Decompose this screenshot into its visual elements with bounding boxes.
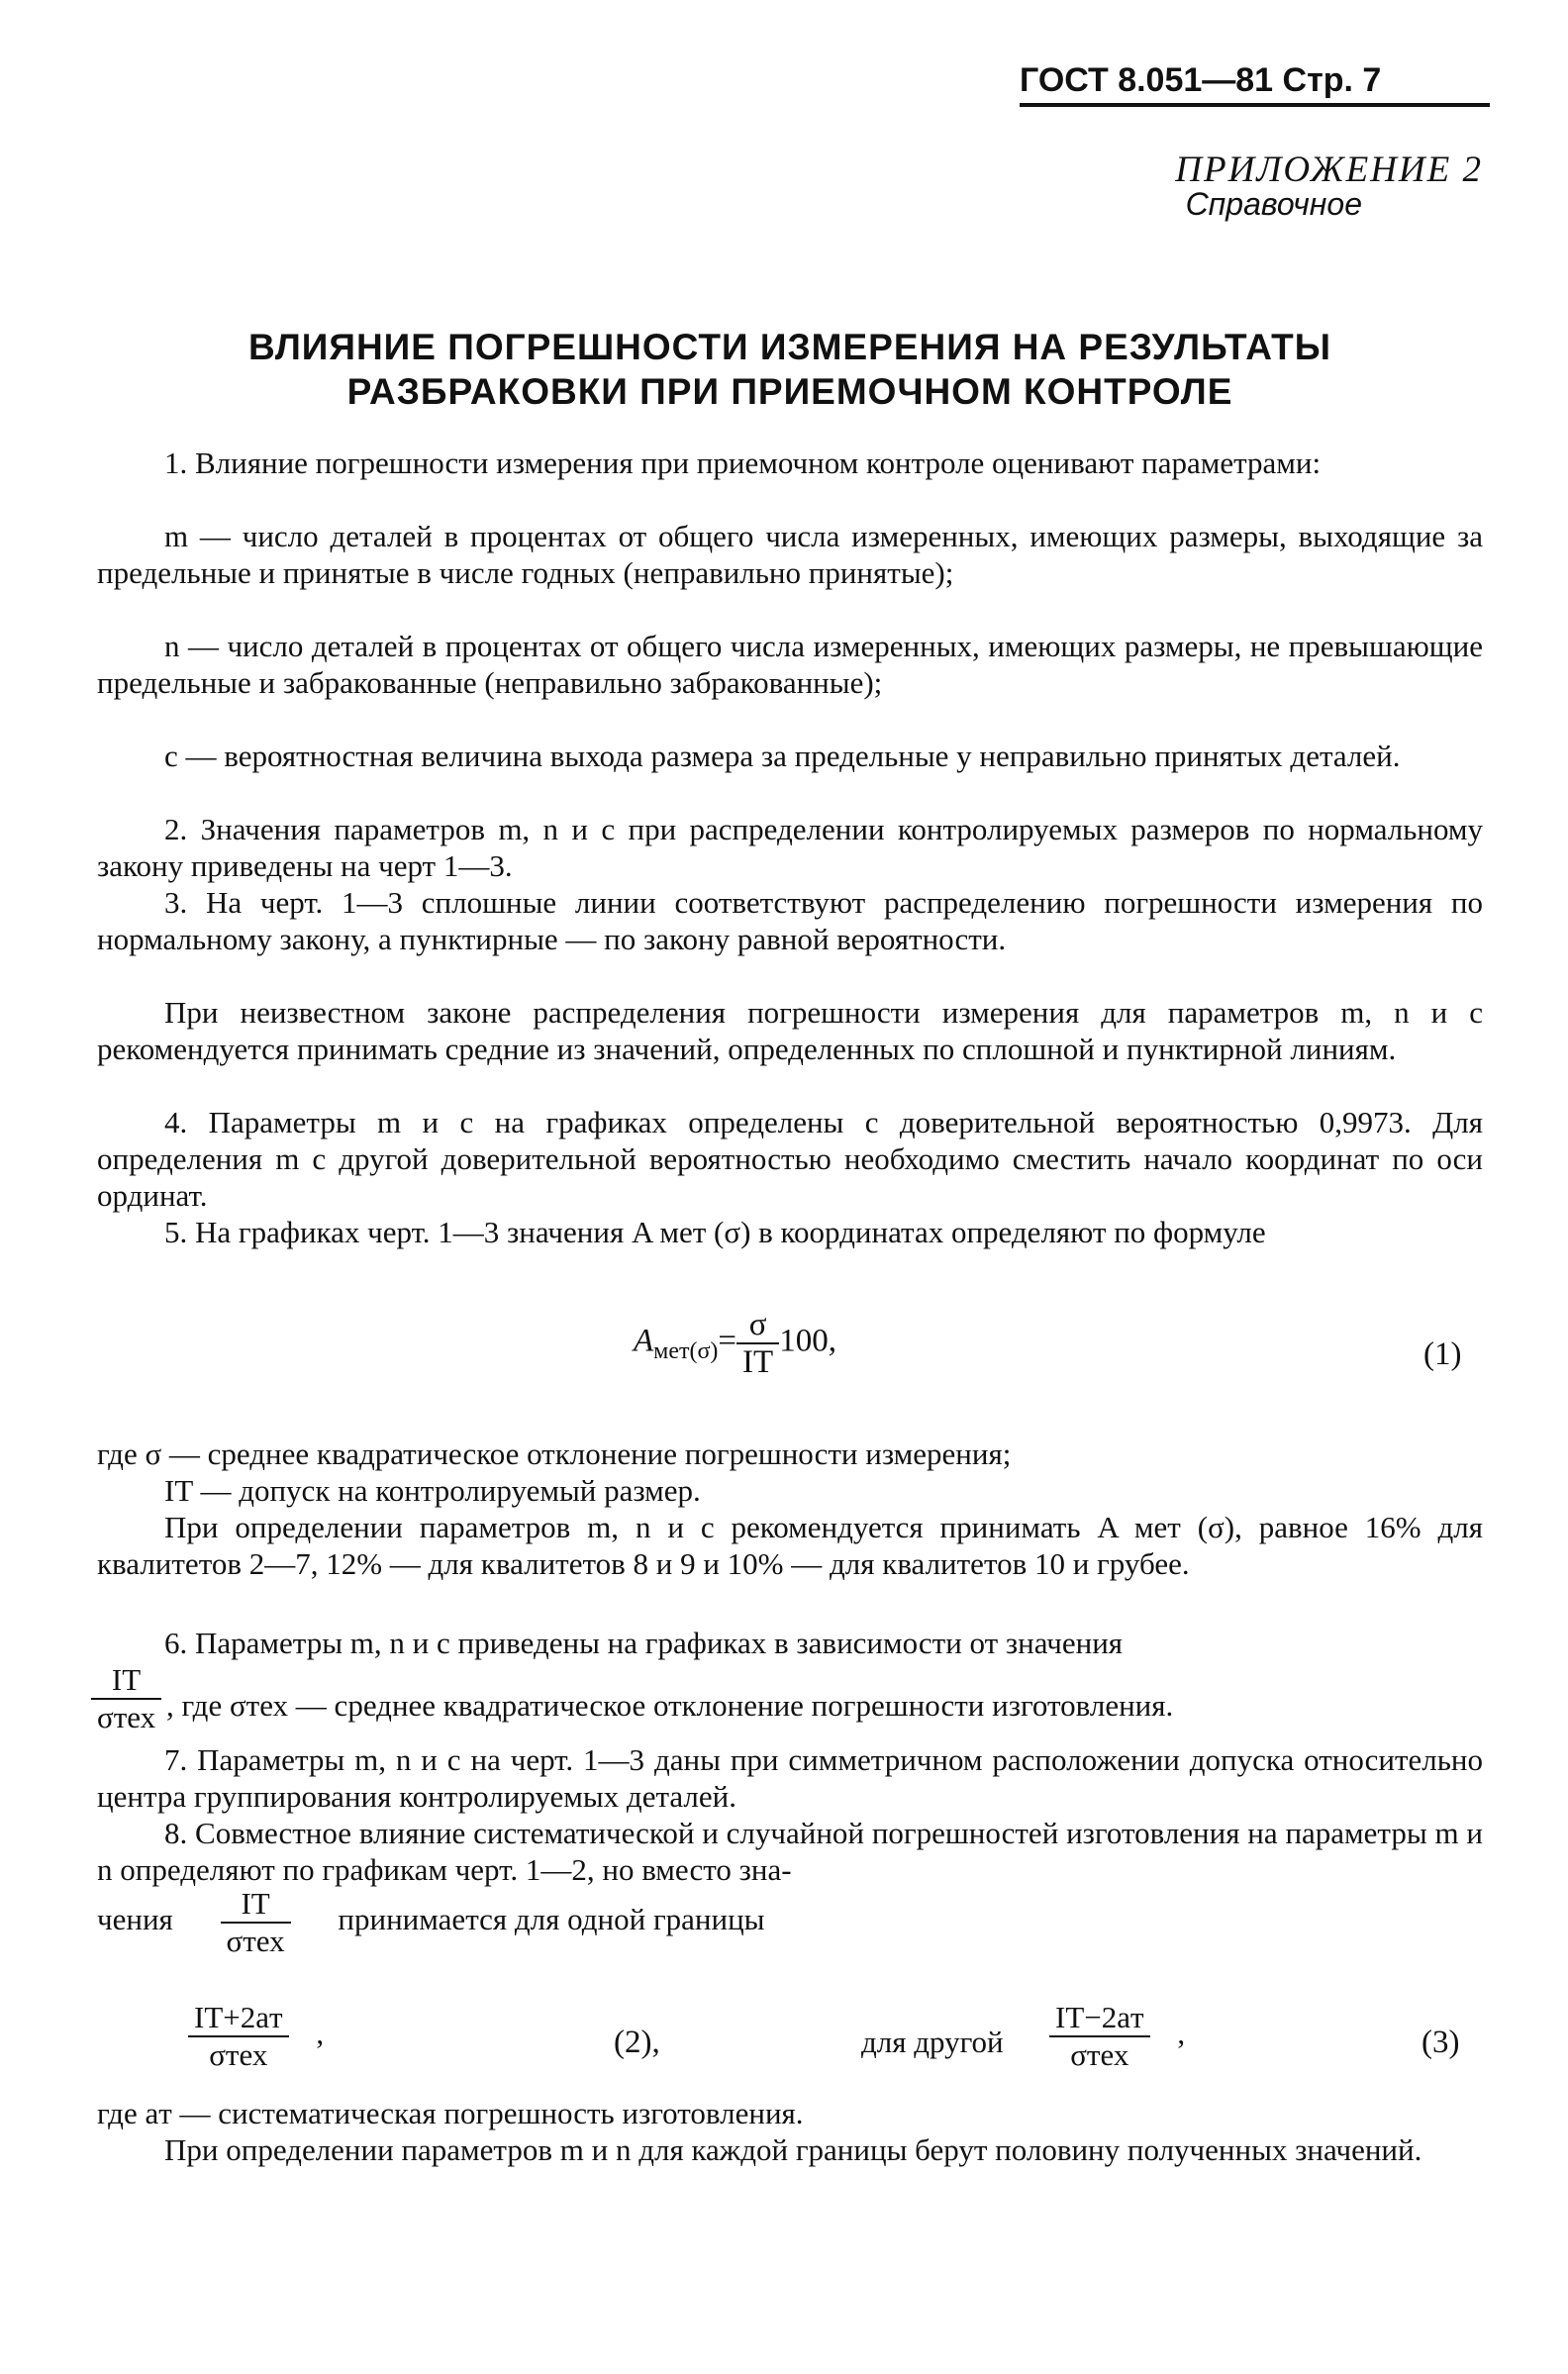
formula-3-fraction [1049,2000,1150,2073]
paragraph-8c: При определении параметров m и n для каждой границы берут половину полученных значений. [164,2132,1422,2167]
formula-1-lhs: A [634,1323,654,1359]
paragraph-5-where-1: где σ — среднее квадратическое отклонение погрешности измерения; [97,1436,1012,1471]
p8-pre: чения [97,1902,173,1937]
paragraph-1-n: n — число деталей в процентах от общего числа измеренных, имеющих размеры, не превышающие предельные и забракованные (неправильно забракованные); [97,629,1483,700]
paragraph-6: 6. Параметры m, n и c приведены на графиках в зависимости от значения [164,1626,1124,1660]
formula-2-fraction [188,2000,289,2073]
p8-fraction [221,1886,291,1959]
formula-3-den: σтех [1070,2037,1129,2072]
formula-1-eq: = [718,1323,737,1359]
p6-fraction [91,1662,161,1735]
paragraph-5-where-2: IT — допуск на контролируемый размер. [164,1473,701,1508]
formula-2-num: IT+2aт [188,2000,289,2037]
formula-1-num: σ [736,1307,779,1344]
paragraph-8-line3 [97,1886,765,1965]
appendix-subtitle: Справочное [1185,186,1362,222]
formula-2-den: σтех [209,2037,268,2072]
paragraph-6-tail: , где σтех — среднее квадратическое отклонение погрешности изготовления. [166,1688,1174,1723]
paragraph-8-where: где aт — систематическая погрешность изготовления. [97,2096,804,2130]
formula-1-den: IT [742,1344,774,1380]
p8-frac-den: σтех [226,1924,285,1958]
formula-3-prefix: для другой [861,2025,1004,2059]
formula-1-tail: 100, [779,1323,836,1359]
p8-frac-num: IT [221,1886,291,1924]
paragraph-5b: При определении параметров m, n и c рекомендуется принимать A мет (σ), равное 16% для квалитетов 2—7, 12% — для квалитетов 8 и 9 и 10% — для квалитетов 10 и грубее. [97,1510,1483,1581]
formula-3-comma: , [1177,2016,1186,2051]
p6-frac-den: σтех [97,1700,156,1734]
paragraph-4: 4. Параметры m и c на графиках определены с доверительной вероятностью 0,9973. Для определения m с другой доверительной вероятностью необходимо сместить начало координат по оси ординат. [97,1105,1483,1213]
formula-2 [188,2000,324,2073]
paragraph-1: 1. Влияние погрешности измерения при приемочном контроле оценивают параметрами: [164,445,1322,480]
section-title-line2: РАЗБРАКОВКИ ПРИ ПРИЕМОЧНОМ КОНТРОЛЕ [346,371,1233,412]
paragraph-1-m: m — число деталей в процентах от общего числа измеренных, имеющих размеры, выходящие за предельные и принятые в числе годных (неправильно принятые); [97,519,1483,590]
p6-frac-num: IT [91,1662,161,1700]
formula-1 [634,1307,836,1392]
formula-2-number: (2), [614,2025,660,2060]
formula-1-number: (1) [1423,1336,1462,1372]
page-header-gost: ГОСТ 8.051—81 Стр. 7 [1020,61,1382,99]
formula-3-num: IT−2aт [1049,2000,1150,2037]
paragraph-5: 5. На графиках черт. 1—3 значения A мет (σ) в координатах определяют по формуле [164,1215,1266,1249]
paragraph-1-c: c — вероятностная величина выхода размера за предельные у неправильно принятых деталей. [164,739,1401,773]
paragraph-7: 7. Параметры m, n и c на черт. 1—3 даны при симметричном расположении допуска относительно центра группирования контролируемых деталей. [97,1742,1483,1814]
paragraph-2: 2. Значения параметров m, n и c при распределении контролируемых размеров по нормальному закону приведены на черт 1—3. [97,812,1483,883]
formula-1-lhs-sub: мет(σ) [653,1338,719,1365]
formula-3 [1049,2000,1185,2073]
section-title-line1: ВЛИЯНИЕ ПОГРЕШНОСТИ ИЗМЕРЕНИЯ НА РЕЗУЛЬТАТЫ [248,327,1331,367]
header-rule [1020,103,1490,107]
appendix-title: ПРИЛОЖЕНИЕ 2 [1175,149,1483,190]
formula-2-comma: , [316,2016,325,2051]
formula-1-fraction [736,1307,779,1380]
paragraph-8: 8. Совместное влияние систематической и случайной погрешностей изготовления на параметры m и n определяют по графикам черт. 1—2, но вместо зна- [97,1816,1483,1887]
paragraph-3: 3. На черт. 1—3 сплошные линии соответствуют распределению погрешности измерения по нормальному закону, а пунктирные — по закону равной вероятности. [97,885,1483,956]
paragraph-3b: При неизвестном законе распределения погрешности измерения для параметров m, n и c рекомендуется принимать средние из значений, определенных по сплошной и пунктирной линиям. [97,995,1483,1066]
paragraph-6-line2 [91,1662,161,1735]
p8-post: принимается для одной границы [338,1902,765,1937]
formula-3-number: (3) [1421,2025,1460,2060]
